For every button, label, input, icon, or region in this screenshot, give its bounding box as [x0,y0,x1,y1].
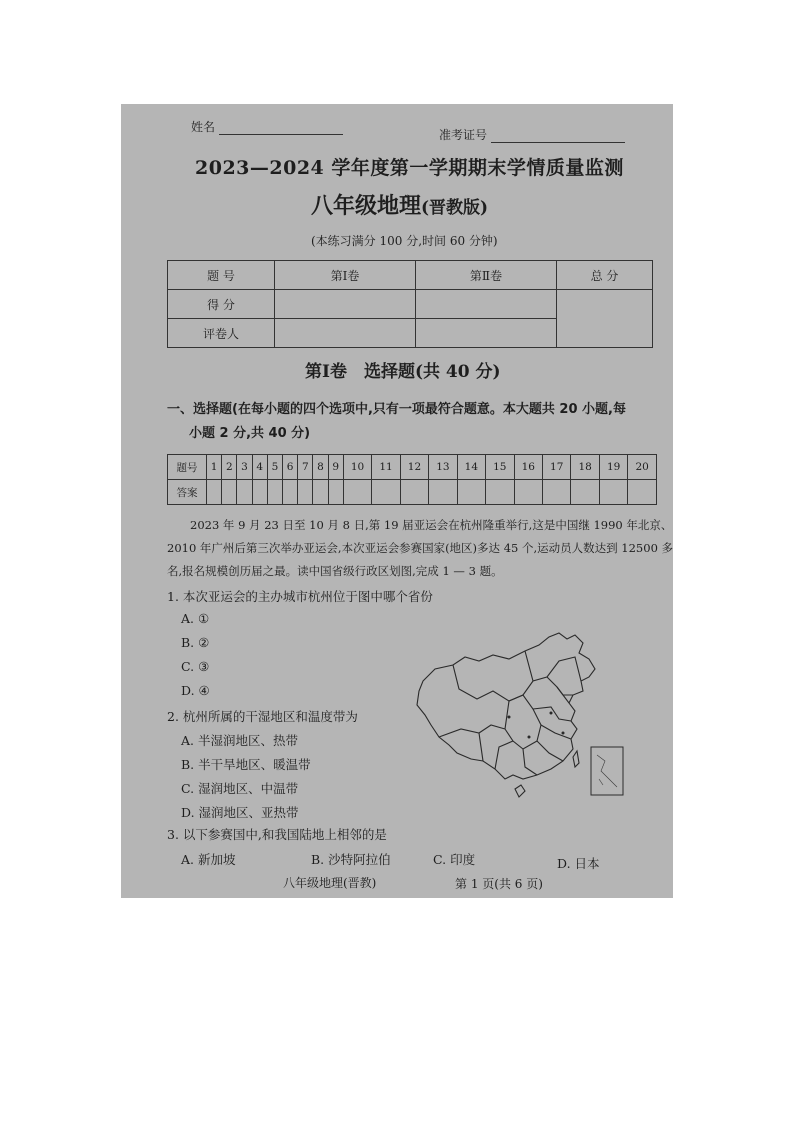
answer-number-cell: 1 [207,455,222,480]
answer-row-label-number: 题号 [168,455,207,480]
answer-number-cell: 9 [328,455,343,480]
score-row-label: 得 分 [168,290,275,319]
exam-note: (本练习满分 100 分,时间 60 分钟) [311,234,498,248]
q2-option-a[interactable]: A. 半湿润地区、热带 [181,733,298,748]
answer-input-cell[interactable] [514,480,542,505]
answer-number-cell: 3 [237,455,252,480]
exam-id-field[interactable] [439,126,625,143]
answer-number-cell: 11 [372,455,400,480]
answer-input-cell[interactable] [237,480,252,505]
answer-input-cell[interactable] [543,480,571,505]
answer-input-cell[interactable] [372,480,400,505]
question-1-stem: 1. 本次亚运会的主办城市杭州位于图中哪个省份 [167,589,433,604]
q2-option-d[interactable]: D. 湿润地区、亚热带 [181,805,299,820]
answer-input-cell[interactable] [599,480,627,505]
score-total-cell[interactable] [557,290,653,348]
answer-table [167,454,657,505]
china-map-icon [413,629,635,804]
answer-row-label-answer: 答案 [168,480,207,505]
section-title: 第Ⅰ卷 选择题(共 40 分) [305,362,501,382]
score-cell[interactable] [416,290,557,319]
answer-input-cell[interactable] [267,480,282,505]
grader-cell[interactable] [416,319,557,348]
answer-number-cell: 4 [252,455,267,480]
score-table [167,260,653,348]
question-3-stem: 3. 以下参赛国中,和我国陆地上相邻的是 [167,827,387,842]
q1-option-d[interactable]: D. ④ [181,683,210,698]
q3-option-b[interactable]: B. 沙特阿拉伯 [311,852,391,867]
score-cell[interactable] [275,290,416,319]
answer-input-cell[interactable] [571,480,599,505]
answer-number-cell: 15 [486,455,514,480]
answer-number-cell: 6 [283,455,298,480]
answer-input-cell[interactable] [457,480,485,505]
answer-number-cell: 5 [267,455,282,480]
score-header-no: 题 号 [168,261,275,290]
answer-input-cell[interactable] [298,480,313,505]
q2-option-b[interactable]: B. 半干旱地区、暖温带 [181,757,311,772]
answer-input-cell[interactable] [343,480,371,505]
answer-input-cell[interactable] [222,480,237,505]
q1-option-a[interactable]: A. ① [181,611,210,626]
answer-number-cell: 10 [343,455,371,480]
answer-number-cell: 13 [429,455,457,480]
answer-number-cell: 7 [298,455,313,480]
subject-name: 八年级地理 [311,193,422,219]
q2-option-c[interactable]: C. 湿润地区、中温带 [181,781,299,796]
q1-option-b[interactable]: B. ② [181,635,210,650]
score-header-total: 总 分 [557,261,653,290]
score-header-part2: 第Ⅱ卷 [416,261,557,290]
answer-number-cell: 2 [222,455,237,480]
edition-label: (晋教版) [421,198,489,218]
name-field[interactable] [191,118,343,135]
answer-input-cell[interactable] [252,480,267,505]
answer-input-cell[interactable] [328,480,343,505]
footer-page: 第 1 页(共 6 页) [455,877,543,891]
exam-sheet [121,104,673,898]
answer-input-cell[interactable] [486,480,514,505]
answer-input-cell[interactable] [283,480,298,505]
name-label: 姓名 [191,120,216,134]
answer-number-cell: 19 [599,455,627,480]
score-header-part1: 第Ⅰ卷 [275,261,416,290]
subject-title [311,189,488,220]
answer-input-cell[interactable] [400,480,428,505]
answer-number-cell: 20 [628,455,657,480]
answer-number-cell: 16 [514,455,542,480]
exam-title: 2023—2024 学年度第一学期期末学情质量监测 [195,157,624,179]
answer-input-cell[interactable] [313,480,328,505]
grader-cell[interactable] [275,319,416,348]
answer-input-cell[interactable] [628,480,657,505]
answer-number-cell: 14 [457,455,485,480]
answer-number-cell: 12 [400,455,428,480]
answer-number-cell: 18 [571,455,599,480]
question-2-stem: 2. 杭州所属的干湿地区和温度带为 [167,709,358,724]
q3-option-d[interactable]: D. 日本 [557,856,600,871]
exam-id-blank[interactable] [491,130,625,143]
grader-row-label: 评卷人 [168,319,275,348]
answer-input-cell[interactable] [207,480,222,505]
q1-option-c[interactable]: C. ③ [181,659,210,674]
section-instruction-cont: 小题 2 分,共 40 分) [189,426,311,441]
q3-option-a[interactable]: A. 新加坡 [181,852,236,867]
reading-passage: 2023 年 9 月 23 日至 10 月 8 日,第 19 届亚运会在杭州隆重举行,这是中国继 1990 年北京、2010 年广州后第三次举办亚运会,本次亚运会参赛国家(地区)多达 45 个,运动员人数达到 12500 多名,报名规模创历届之最。读中国省级行政区划图,完成 1 — 3 题。 [167,518,673,578]
exam-id-label: 准考证号 [439,128,488,142]
footer-subject: 八年级地理(晋教) [283,876,377,890]
answer-number-cell: 17 [543,455,571,480]
answer-input-cell[interactable] [429,480,457,505]
answer-number-cell: 8 [313,455,328,480]
section-instruction: 一、选择题(在每小题的四个选项中,只有一项最符合题意。本大题共 20 小题,每 [167,402,626,417]
q3-option-c[interactable]: C. 印度 [433,852,476,867]
name-blank[interactable] [219,122,343,135]
